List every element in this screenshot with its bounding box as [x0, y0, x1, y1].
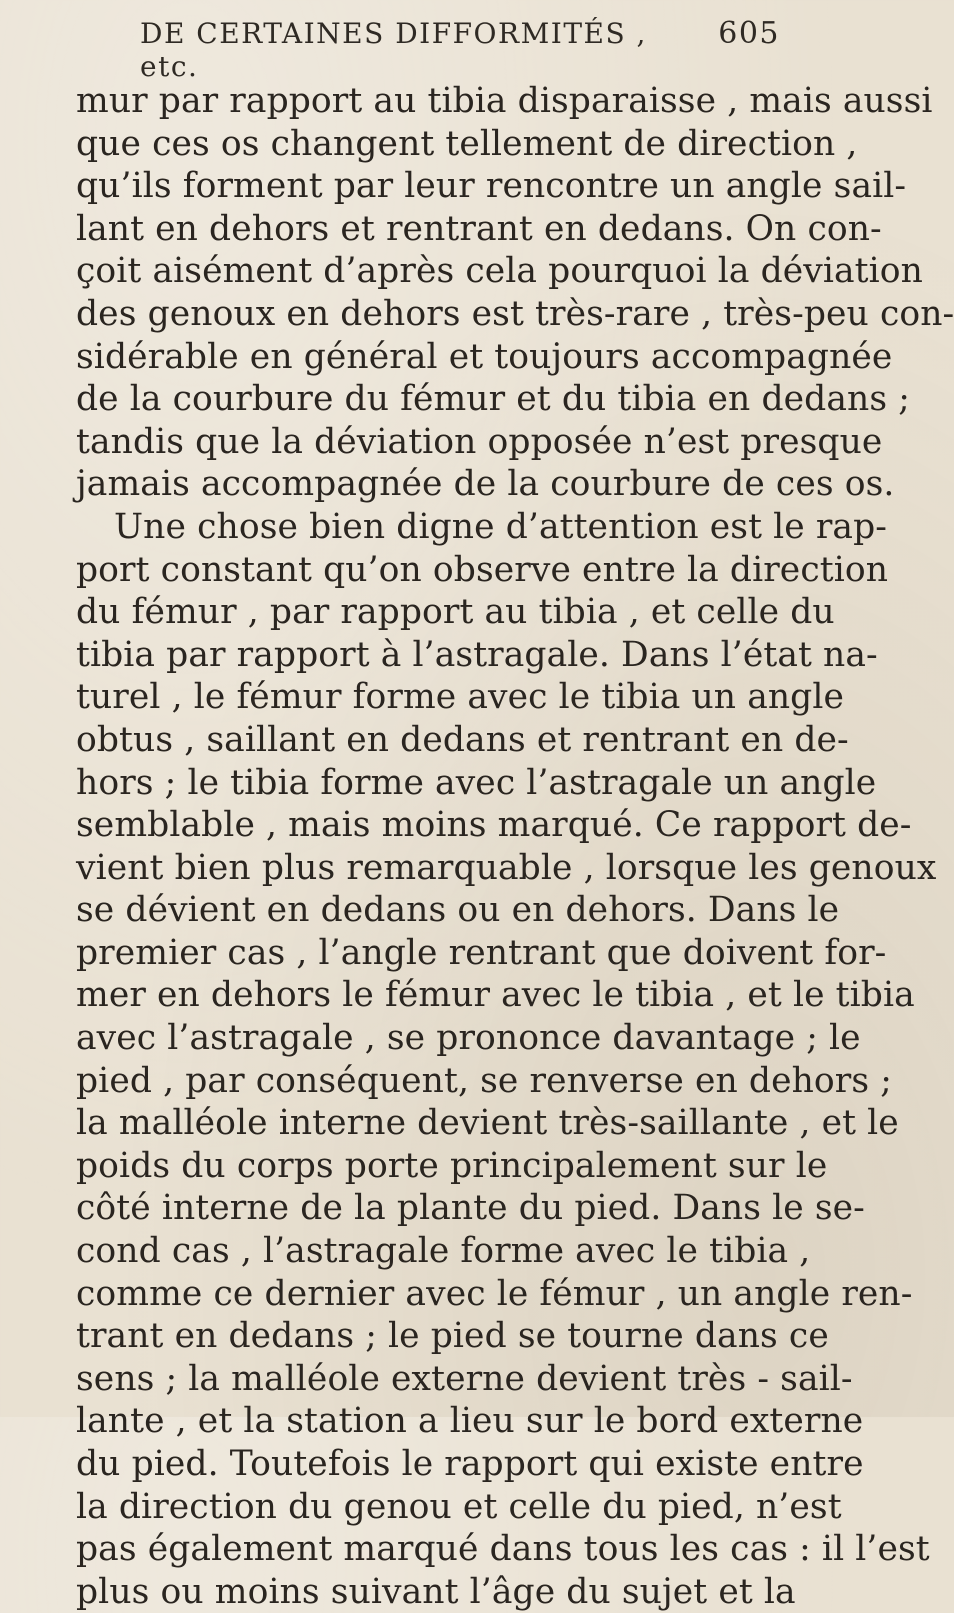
running-head: [120, 16, 780, 83]
text-line: comme ce dernier avec le fémur , un angle ren-: [76, 1273, 913, 1314]
text-line: trant en dedans ; le pied se tourne dans ce: [76, 1316, 829, 1357]
text-line: mur par rapport au tibia disparaisse , mais aussi: [76, 81, 933, 121]
text-line: côté interne de la plante du pied. Dans le se-: [76, 1188, 865, 1229]
text-line: cond cas , l’astragale forme avec le tibia ,: [76, 1231, 811, 1272]
text-line: vient bien plus remarquable , lorsque les genoux: [76, 847, 937, 888]
text-line: semblable , mais moins marqué. Ce rapport de-: [76, 805, 912, 846]
text-line: turel , le fémur forme avec le tibia un angle: [76, 677, 845, 718]
text-line: du pied. Toutefois le rapport qui existe entre: [76, 1444, 864, 1484]
running-head-title: DE CERTAINES DIFFORMITÉS , etc.: [140, 17, 647, 83]
text-line: sens ; la malléole externe devient très - sail-: [76, 1358, 853, 1399]
text-line: premier cas , l’angle rentrant que doivent for-: [76, 932, 887, 973]
text-line: poids du corps porte principalement sur le: [76, 1145, 828, 1186]
text-line: plus ou moins suivant l’âge du sujet et la: [76, 1571, 796, 1612]
text-line: se dévient en dedans ou en dehors. Dans le: [76, 890, 840, 931]
paragraph-first-line: Une chose bien digne d’attention est le rap-: [114, 506, 888, 547]
text-line: que ces os changent tellement de direction ,: [76, 123, 858, 164]
text-line: sidérable en général et toujours accompagnée: [76, 336, 893, 377]
text-line: lant en dehors et rentrant en dedans. On con-: [76, 208, 882, 249]
text-line: pas également marqué dans tous les cas : il l’est: [76, 1529, 930, 1570]
text-line: du fémur , par rapport au tibia , et celle du: [76, 592, 835, 633]
text-line: tandis que la déviation opposée n’est presque: [76, 421, 883, 462]
text-line: pied , par conséquent, se renverse en dehors ;: [76, 1060, 892, 1101]
body-text: [76, 80, 954, 1613]
text-line: de la courbure du fémur et du tibia en dedans ;: [76, 379, 910, 420]
text-line: lante , et la station a lieu sur le bord externe: [76, 1401, 864, 1442]
text-line: mer en dehors le fémur avec le tibia , et le tibia: [76, 975, 915, 1016]
text-line: obtus , saillant en dedans et rentrant en de-: [76, 719, 849, 760]
text-line: çoit aisément d’après cela pourquoi la déviation: [76, 251, 923, 292]
text-line: des genoux en dehors est très-rare , très-peu con-: [76, 293, 954, 334]
text-line: qu’ils forment par leur rencontre un angle sail-: [76, 166, 907, 207]
text-line: jamais accompagnée de la courbure de ces os.: [76, 464, 895, 505]
text-line: la direction du genou et celle du pied, n’est: [76, 1486, 842, 1527]
text-line: la malléole interne devient très-saillante , et le: [76, 1103, 899, 1144]
page-number: 605: [718, 16, 780, 51]
text-line: tibia par rapport à l’astragale. Dans l’état na-: [76, 634, 878, 675]
text-line: hors ; le tibia forme avec l’astragale un angle: [76, 762, 877, 803]
text-line: port constant qu’on observe entre la direction: [76, 549, 889, 590]
text-line: avec l’astragale , se prononce davantage ; le: [76, 1018, 861, 1059]
